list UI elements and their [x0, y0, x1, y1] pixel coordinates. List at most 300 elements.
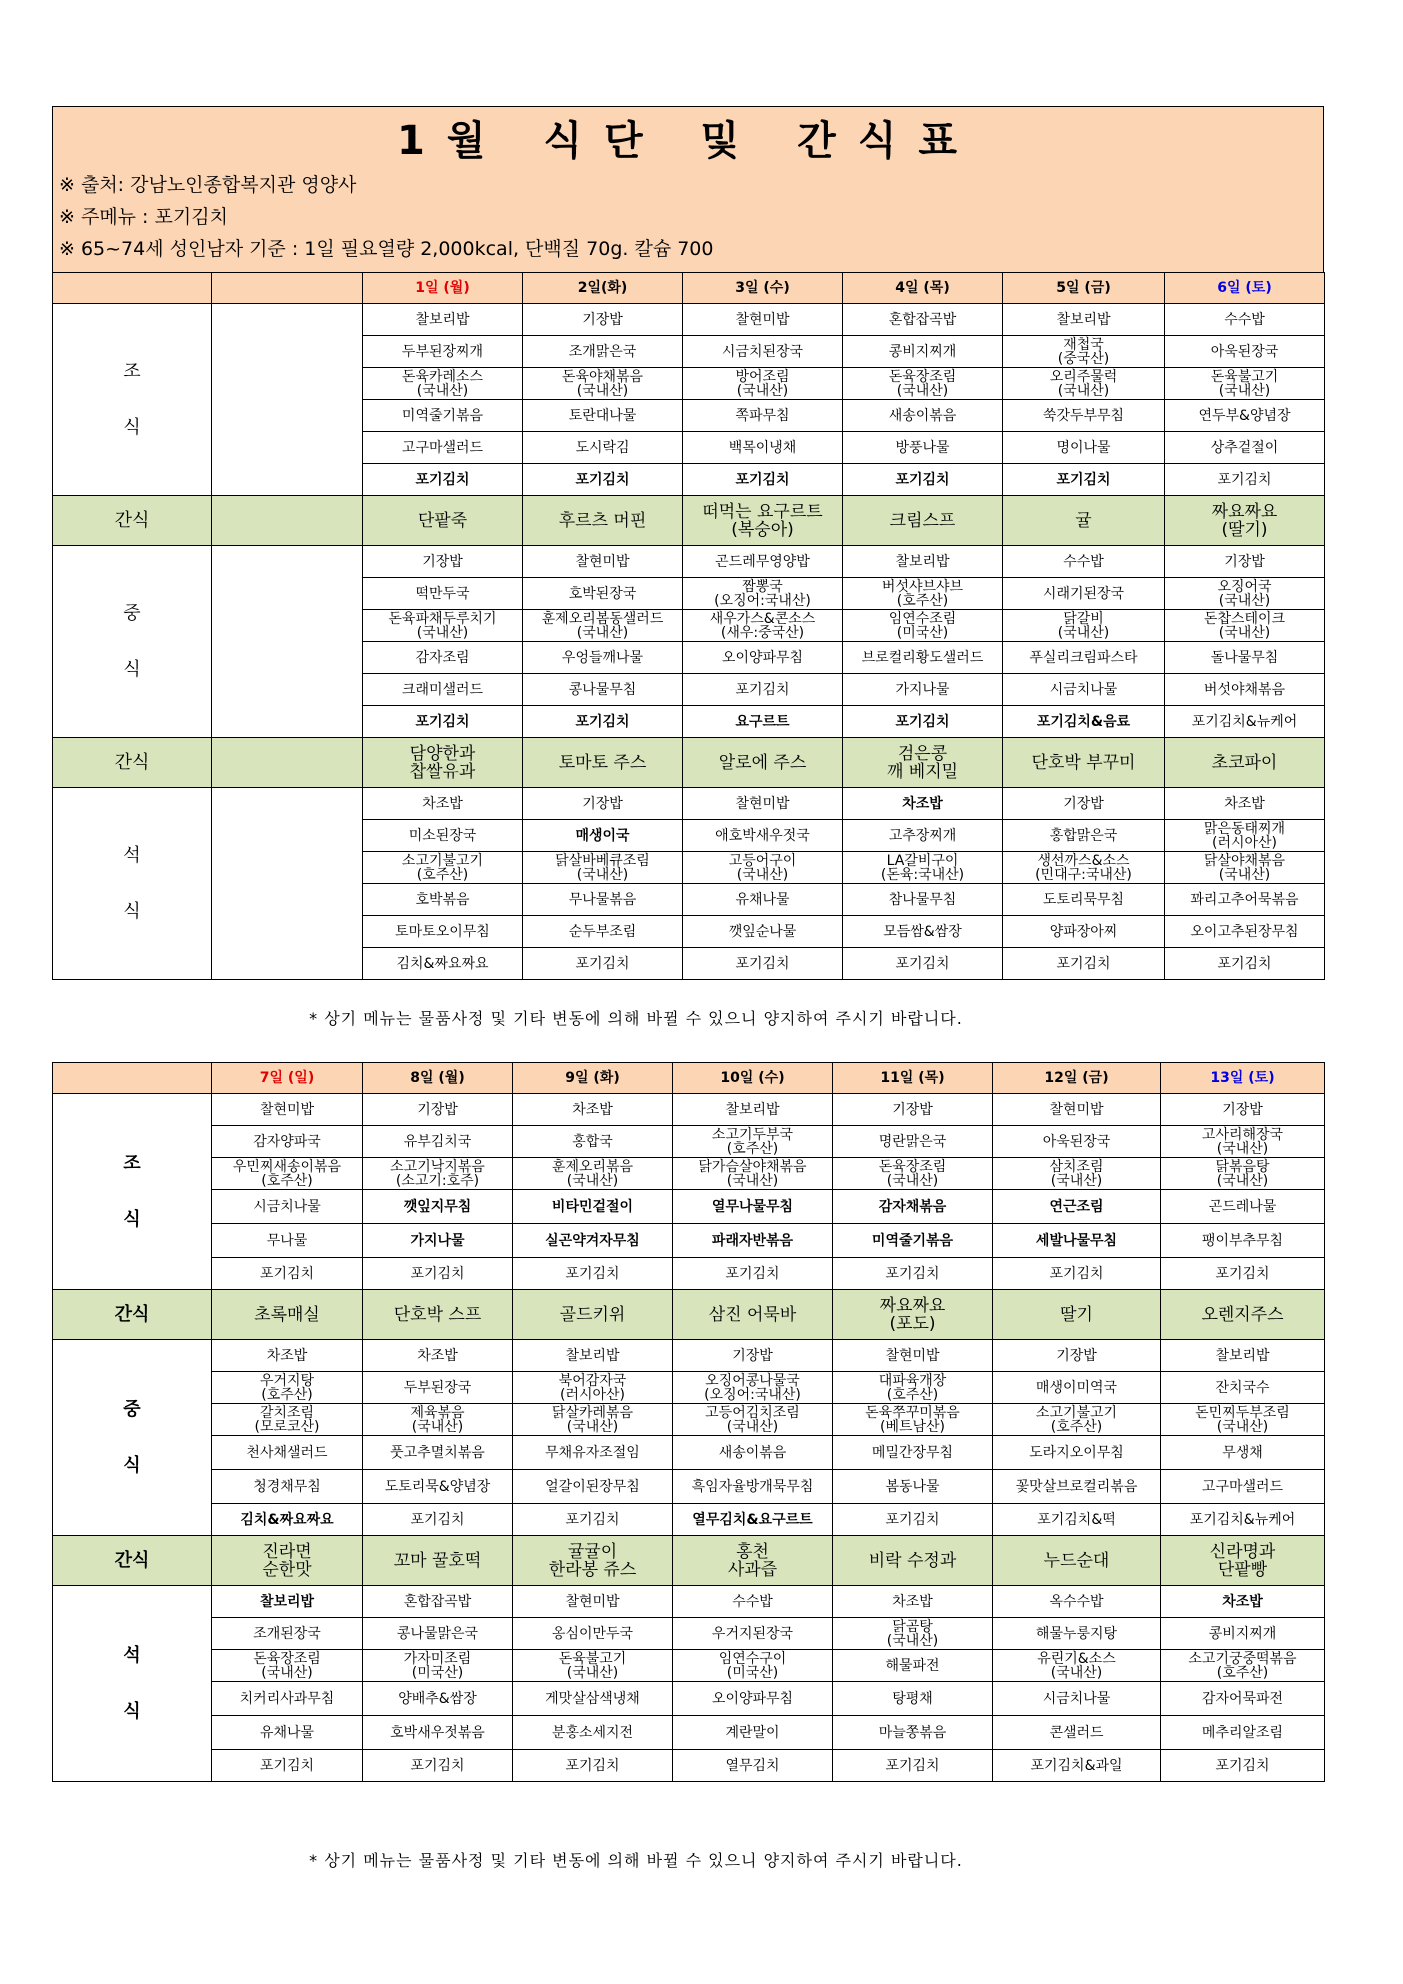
- snack-item: 토마토 주스: [523, 738, 683, 788]
- menu-item: 기장밥: [833, 1094, 993, 1126]
- menu-row: [53, 1372, 1325, 1404]
- menu-item: 우거지된장국: [673, 1618, 833, 1650]
- menu-item: 차조밥: [1165, 788, 1325, 820]
- info-main-menu: ※ 주메뉴 : 포기김치: [59, 206, 228, 228]
- snack-item: 짜요짜요 (딸기): [1165, 496, 1325, 546]
- menu-item: 순두부조림: [523, 916, 683, 948]
- menu-item: 고사리해장국 (국내산): [1161, 1126, 1325, 1158]
- menu-item: 두부된장국: [363, 1372, 513, 1404]
- week1-menu-table: [52, 272, 1325, 980]
- day-header: 5일 (금): [1003, 273, 1165, 304]
- menu-item: 포기김치: [833, 1504, 993, 1536]
- menu-item: 계란말이: [673, 1716, 833, 1750]
- menu-item: 시래기된장국: [1003, 578, 1165, 610]
- menu-item: 돈육파채두루치기 (국내산): [363, 610, 523, 642]
- menu-item: 임연수구이 (미국산): [673, 1650, 833, 1682]
- snack-item: 초록매실: [212, 1290, 363, 1340]
- menu-item: 우엉들깨나물: [523, 642, 683, 674]
- change-notice: * 상기 메뉴는 물품사정 및 기타 변동에 의해 바뀔 수 있으니 양지하여 주시기 바랍니다.: [309, 1009, 963, 1028]
- menu-item: 포기김치: [1165, 464, 1325, 496]
- menu-item: 오리주물럭 (국내산): [1003, 368, 1165, 400]
- snack-item: 딸기: [993, 1290, 1161, 1340]
- menu-item: 무나물: [212, 1224, 363, 1258]
- menu-item: 연근조림: [993, 1190, 1161, 1224]
- menu-item: 가지나물: [843, 674, 1003, 706]
- menu-item: 파래자반볶음: [673, 1224, 833, 1258]
- snack-blank: [212, 738, 363, 788]
- menu-item: 마늘쫑볶음: [833, 1716, 993, 1750]
- menu-item: 차조밥: [833, 1586, 993, 1618]
- menu-item: 포기김치: [833, 1750, 993, 1782]
- snack-item: 꼬마 꿀호떡: [363, 1536, 513, 1586]
- menu-item: 기장밥: [523, 788, 683, 820]
- menu-item: 찰현미밥: [683, 788, 843, 820]
- menu-item: 북어감자국 (러시아산): [513, 1372, 673, 1404]
- snack-item: 귤: [1003, 496, 1165, 546]
- menu-item: 포기김치: [1003, 948, 1165, 980]
- menu-item: 곤드레나물: [1161, 1190, 1325, 1224]
- dinner-label-char: 석: [123, 844, 141, 866]
- menu-row: [53, 1224, 1325, 1258]
- snack-label: 간식: [53, 496, 212, 546]
- menu-item: 갈치조림 (모로코산): [212, 1404, 363, 1436]
- menu-item: 찰보리밥: [843, 546, 1003, 578]
- menu-item: 포기김치: [513, 1750, 673, 1782]
- menu-item: 맑은동태찌개 (러시아산): [1165, 820, 1325, 852]
- menu-item: 해물파전: [833, 1650, 993, 1682]
- snack-item: 초코파이: [1165, 738, 1325, 788]
- menu-item: 감자양파국: [212, 1126, 363, 1158]
- lunch-label-char: 중: [123, 1398, 141, 1420]
- breakfast-label-char: 조: [123, 360, 141, 382]
- breakfast-label: [53, 1094, 212, 1290]
- menu-item: 가자미조림 (미국산): [363, 1650, 513, 1682]
- menu-row: [53, 1190, 1325, 1224]
- snack-row: [53, 496, 1325, 546]
- menu-item: 쑥갓두부무침: [1003, 400, 1165, 432]
- menu-item: 포기김치: [683, 674, 843, 706]
- menu-item: 포기김치: [1161, 1258, 1325, 1290]
- menu-item: 포기김치: [363, 1258, 513, 1290]
- blank-column: [212, 304, 363, 496]
- lunch-label-char: 식: [123, 658, 141, 680]
- menu-item: 유채나물: [212, 1716, 363, 1750]
- menu-item: 토란대나물: [523, 400, 683, 432]
- menu-row: [53, 1650, 1325, 1682]
- menu-item: 방어조림 (국내산): [683, 368, 843, 400]
- menu-item: 재첩국 (중국산): [1003, 336, 1165, 368]
- snack-row: [53, 738, 1325, 788]
- menu-item: 수수밥: [1165, 304, 1325, 336]
- menu-item: 깻잎순나물: [683, 916, 843, 948]
- menu-item: 천사채샐러드: [212, 1436, 363, 1470]
- menu-item: 조개된장국: [212, 1618, 363, 1650]
- day-header: 12일 (금): [993, 1063, 1161, 1094]
- menu-item: 훈제오리봄동샐러드 (국내산): [523, 610, 683, 642]
- menu-item: 홍합맑은국: [1003, 820, 1165, 852]
- menu-item: 감자어묵파전: [1161, 1682, 1325, 1716]
- menu-item: 차조밥: [363, 1340, 513, 1372]
- header-blank: [53, 1063, 212, 1094]
- header-blank: [212, 273, 363, 304]
- menu-item: 닭살카레볶음 (국내산): [513, 1404, 673, 1436]
- menu-item: 콩비지찌개: [1161, 1618, 1325, 1650]
- menu-row: [53, 1158, 1325, 1190]
- day-header: 3일 (수): [683, 273, 843, 304]
- menu-item: 돈육쭈꾸미볶음 (베트남산): [833, 1404, 993, 1436]
- menu-item: 오이양파무침: [673, 1682, 833, 1716]
- menu-item: 요구르트: [683, 706, 843, 738]
- menu-item: 우민찌새송이볶음 (호주산): [212, 1158, 363, 1190]
- menu-item: 버섯샤브샤브 (호주산): [843, 578, 1003, 610]
- menu-item: 버섯야채볶음: [1165, 674, 1325, 706]
- menu-row: [53, 1404, 1325, 1436]
- menu-item: 삼치조림 (국내산): [993, 1158, 1161, 1190]
- menu-item: 메밀간장무침: [833, 1436, 993, 1470]
- menu-row: [53, 1504, 1325, 1536]
- menu-item: 양파장아찌: [1003, 916, 1165, 948]
- info-nutrition-standard: ※ 65~74세 성인남자 기준 : 1일 필요열량 2,000kcal, 단백질 70g. 칼슘 700: [59, 238, 714, 260]
- menu-item: 방풍나물: [843, 432, 1003, 464]
- menu-item: 돈육불고기 (국내산): [1165, 368, 1325, 400]
- menu-item: 홍합국: [513, 1126, 673, 1158]
- menu-item: LA갈비구이 (돈육:국내산): [843, 852, 1003, 884]
- menu-item: 기장밥: [673, 1340, 833, 1372]
- menu-item: 찰보리밥: [363, 304, 523, 336]
- menu-item: 도토리묵&양념장: [363, 1470, 513, 1504]
- menu-item: 기장밥: [993, 1340, 1161, 1372]
- menu-item: 크래미샐러드: [363, 674, 523, 706]
- day-header-row: [53, 273, 1325, 304]
- menu-item: 옹심이만두국: [513, 1618, 673, 1650]
- day-header: 13일 (토): [1161, 1063, 1325, 1094]
- menu-item: 포기김치: [363, 1750, 513, 1782]
- menu-item: 떡만두국: [363, 578, 523, 610]
- breakfast-label-char: 조: [123, 1152, 141, 1174]
- menu-item: 꽈리고추어묵볶음: [1165, 884, 1325, 916]
- menu-item: 기장밥: [1165, 546, 1325, 578]
- menu-item: 고구마샐러드: [1161, 1470, 1325, 1504]
- menu-item: 포기김치: [1165, 948, 1325, 980]
- week2-menu-sheet: [52, 1062, 1324, 1782]
- menu-item: 모듬쌈&쌈장: [843, 916, 1003, 948]
- menu-item: 기장밥: [363, 1094, 513, 1126]
- menu-item: 도라지오이무침: [993, 1436, 1161, 1470]
- snack-item: 크림스프: [843, 496, 1003, 546]
- menu-row: [53, 788, 1325, 820]
- menu-item: 새송이볶음: [673, 1436, 833, 1470]
- menu-item: 돌나물무침: [1165, 642, 1325, 674]
- menu-row: [53, 1618, 1325, 1650]
- menu-item: 수수밥: [1003, 546, 1165, 578]
- menu-item: 가지나물: [363, 1224, 513, 1258]
- menu-item: 새우가스&콘소스 (새우:중국산): [683, 610, 843, 642]
- menu-row: [53, 1436, 1325, 1470]
- menu-item: 돈육장조림 (국내산): [833, 1158, 993, 1190]
- menu-item: 포기김치: [363, 1504, 513, 1536]
- menu-item: 찰보리밥: [673, 1094, 833, 1126]
- day-header: 10일 (수): [673, 1063, 833, 1094]
- menu-item: 포기김치&음료: [1003, 706, 1165, 738]
- menu-item: 미역줄기볶음: [833, 1224, 993, 1258]
- snack-blank: [212, 496, 363, 546]
- menu-item: 깻잎지무침: [363, 1190, 513, 1224]
- menu-item: 기장밥: [363, 546, 523, 578]
- menu-item: 돈육장조림 (국내산): [843, 368, 1003, 400]
- menu-item: 애호박새우젓국: [683, 820, 843, 852]
- menu-item: 브로컬리황도샐러드: [843, 642, 1003, 674]
- snack-item: 후르츠 머핀: [523, 496, 683, 546]
- menu-item: 쪽파무침: [683, 400, 843, 432]
- menu-item: 기장밥: [523, 304, 683, 336]
- menu-item: 고등어구이 (국내산): [683, 852, 843, 884]
- menu-item: 닭살야채볶음 (국내산): [1165, 852, 1325, 884]
- menu-item: 포기김치: [843, 706, 1003, 738]
- menu-item: 김치&짜요짜요: [212, 1504, 363, 1536]
- menu-row: [53, 1682, 1325, 1716]
- menu-item: 차조밥: [513, 1094, 673, 1126]
- menu-item: 찰보리밥: [212, 1586, 363, 1618]
- menu-item: 기장밥: [1161, 1094, 1325, 1126]
- menu-item: 시금치나물: [212, 1190, 363, 1224]
- menu-item: 무채유자조절임: [513, 1436, 673, 1470]
- menu-item: 고추장찌개: [843, 820, 1003, 852]
- menu-item: 도토리묵무침: [1003, 884, 1165, 916]
- menu-item: 돈육불고기 (국내산): [513, 1650, 673, 1682]
- menu-item: 찰보리밥: [513, 1340, 673, 1372]
- snack-item: 귤귤이 한라봉 쥬스: [513, 1536, 673, 1586]
- menu-item: 포기김치: [523, 464, 683, 496]
- snack-label: 간식: [53, 738, 212, 788]
- snack-item: 홍천 사과즙: [673, 1536, 833, 1586]
- snack-item: 단호박 부꾸미: [1003, 738, 1165, 788]
- day-header: 8일 (월): [363, 1063, 513, 1094]
- menu-item: 열무나물무침: [673, 1190, 833, 1224]
- menu-item: 호박된장국: [523, 578, 683, 610]
- menu-item: 상추겉절이: [1165, 432, 1325, 464]
- lunch-label: [53, 546, 212, 738]
- breakfast-label-char: 식: [123, 1208, 141, 1230]
- menu-item: 대파육개장 (호주산): [833, 1372, 993, 1404]
- menu-header: [52, 106, 1324, 272]
- menu-item: 혼합잡곡밥: [363, 1586, 513, 1618]
- menu-item: 콩나물무침: [523, 674, 683, 706]
- snack-item: 오렌지주스: [1161, 1290, 1325, 1340]
- menu-item: 양배추&쌈장: [363, 1682, 513, 1716]
- menu-item: 닭볶음탕 (국내산): [1161, 1158, 1325, 1190]
- menu-item: 아욱된장국: [1165, 336, 1325, 368]
- menu-item: 연두부&양념장: [1165, 400, 1325, 432]
- menu-item: 게맛살삼색냉채: [513, 1682, 673, 1716]
- menu-item: 무생채: [1161, 1436, 1325, 1470]
- menu-item: 오징어국 (국내산): [1165, 578, 1325, 610]
- menu-item: 포기김치&뉴케어: [1165, 706, 1325, 738]
- menu-item: 잔치국수: [1161, 1372, 1325, 1404]
- day-header-row: [53, 1063, 1325, 1094]
- menu-row: [53, 1126, 1325, 1158]
- menu-item: 세발나물무침: [993, 1224, 1161, 1258]
- menu-item: 포기김치: [513, 1258, 673, 1290]
- menu-item: 콩비지찌개: [843, 336, 1003, 368]
- menu-row: [53, 1340, 1325, 1372]
- menu-row: [53, 1094, 1325, 1126]
- snack-item: 골드키위: [513, 1290, 673, 1340]
- menu-item: 참나물무침: [843, 884, 1003, 916]
- menu-item: 콩나물맑은국: [363, 1618, 513, 1650]
- menu-item: 김치&짜요짜요: [363, 948, 523, 980]
- menu-item: 소고기불고기 (호주산): [363, 852, 523, 884]
- dinner-label: [53, 1586, 212, 1782]
- menu-item: 포기김치&과일: [993, 1750, 1161, 1782]
- menu-item: 호박새우젓볶음: [363, 1716, 513, 1750]
- menu-item: 훈제오리볶음 (국내산): [513, 1158, 673, 1190]
- menu-item: 포기김치: [363, 464, 523, 496]
- snack-item: 담양한과 찹쌀유과: [363, 738, 523, 788]
- menu-item: 포기김치: [843, 948, 1003, 980]
- menu-row: [53, 1750, 1325, 1782]
- menu-row: [53, 546, 1325, 578]
- menu-item: 돈육카레소스 (국내산): [363, 368, 523, 400]
- menu-item: 열무김치: [673, 1750, 833, 1782]
- snack-row: [53, 1290, 1325, 1340]
- menu-item: 고구마샐러드: [363, 432, 523, 464]
- menu-item: 소고기불고기 (호주산): [993, 1404, 1161, 1436]
- day-header: 6일 (토): [1165, 273, 1325, 304]
- menu-item: 찰현미밥: [523, 546, 683, 578]
- menu-item: 생선까스&소스 (민대구:국내산): [1003, 852, 1165, 884]
- menu-item: 시금치나물: [1003, 674, 1165, 706]
- menu-item: 닭살바베큐조림 (국내산): [523, 852, 683, 884]
- snack-row: [53, 1536, 1325, 1586]
- menu-item: 찰현미밥: [513, 1586, 673, 1618]
- menu-item: 찰보리밥: [1161, 1340, 1325, 1372]
- menu-item: 조개맑은국: [523, 336, 683, 368]
- menu-item: 옥수수밥: [993, 1586, 1161, 1618]
- menu-item: 돈육장조림 (국내산): [212, 1650, 363, 1682]
- snack-item: 단호박 스프: [363, 1290, 513, 1340]
- menu-item: 호박볶음: [363, 884, 523, 916]
- menu-item: 탕평채: [833, 1682, 993, 1716]
- menu-row: [53, 1470, 1325, 1504]
- menu-item: 포기김치: [1003, 464, 1165, 496]
- menu-item: 토마토오이무침: [363, 916, 523, 948]
- day-header: 1일 (월): [363, 273, 523, 304]
- menu-item: 유채나물: [683, 884, 843, 916]
- menu-item: 포기김치: [212, 1258, 363, 1290]
- menu-item: 유부김치국: [363, 1126, 513, 1158]
- menu-item: 닭곰탕 (국내산): [833, 1618, 993, 1650]
- menu-item: 꽃맛살브로컬리볶음: [993, 1470, 1161, 1504]
- menu-item: 분홍소세지전: [513, 1716, 673, 1750]
- menu-item: 시금치나물: [993, 1682, 1161, 1716]
- menu-item: 봄동나물: [833, 1470, 993, 1504]
- menu-item: 제육볶음 (국내산): [363, 1404, 513, 1436]
- breakfast-label: [53, 304, 212, 496]
- day-header: 4일 (목): [843, 273, 1003, 304]
- snack-item: 신라명과 단팥빵: [1161, 1536, 1325, 1586]
- breakfast-label-char: 식: [123, 416, 141, 438]
- snack-item: 떠먹는 요구르트 (복숭아): [683, 496, 843, 546]
- dinner-label-char: 식: [123, 1700, 141, 1722]
- menu-item: 명이나물: [1003, 432, 1165, 464]
- menu-item: 백목이냉채: [683, 432, 843, 464]
- menu-item: 차조밥: [843, 788, 1003, 820]
- menu-item: 포기김치: [363, 706, 523, 738]
- snack-item: 단팥죽: [363, 496, 523, 546]
- menu-item: 찰보리밥: [1003, 304, 1165, 336]
- menu-item: 돈육야채볶음 (국내산): [523, 368, 683, 400]
- menu-item: 포기김치&떡: [993, 1504, 1161, 1536]
- menu-item: 차조밥: [212, 1340, 363, 1372]
- menu-item: 수수밥: [673, 1586, 833, 1618]
- day-header: 11일 (목): [833, 1063, 993, 1094]
- menu-row: [53, 304, 1325, 336]
- menu-item: 차조밥: [1161, 1586, 1325, 1618]
- snack-item: 누드순대: [993, 1536, 1161, 1586]
- menu-item: 임연수조림 (미국산): [843, 610, 1003, 642]
- change-notice-bottom: * 상기 메뉴는 물품사정 및 기타 변동에 의해 바뀔 수 있으니 양지하여 주시기 바랍니다.: [309, 1851, 963, 1870]
- day-header: 7일 (일): [212, 1063, 363, 1094]
- menu-item: 포기김치: [513, 1504, 673, 1536]
- menu-item: 포기김치: [683, 464, 843, 496]
- menu-item: 포기김치: [1161, 1750, 1325, 1782]
- menu-item: 얼갈이된장무침: [513, 1470, 673, 1504]
- snack-label: 간식: [53, 1290, 212, 1340]
- menu-item: 소고기낙지볶음 (소고기:호주): [363, 1158, 513, 1190]
- snack-item: 알로에 주스: [683, 738, 843, 788]
- page-title: 1월 식단 및 간식표: [396, 118, 980, 164]
- dinner-label-char: 석: [123, 1644, 141, 1666]
- menu-item: 해물누룽지탕: [993, 1618, 1161, 1650]
- snack-item: 비락 수정과: [833, 1536, 993, 1586]
- day-header: 9일 (화): [513, 1063, 673, 1094]
- menu-item: 유린기&소스 (국내산): [993, 1650, 1161, 1682]
- menu-item: 오징어콩나물국 (오징어:국내산): [673, 1372, 833, 1404]
- menu-item: 팽이부추무침: [1161, 1224, 1325, 1258]
- menu-item: 새송이볶음: [843, 400, 1003, 432]
- menu-item: 두부된장찌개: [363, 336, 523, 368]
- menu-item: 기장밥: [1003, 788, 1165, 820]
- header-blank: [53, 273, 212, 304]
- menu-row: [53, 1716, 1325, 1750]
- menu-item: 우거지탕 (호주산): [212, 1372, 363, 1404]
- menu-item: 포기김치: [212, 1750, 363, 1782]
- menu-item: 찰현미밥: [833, 1340, 993, 1372]
- menu-item: 곤드레무영양밥: [683, 546, 843, 578]
- menu-item: 혼합잡곡밥: [843, 304, 1003, 336]
- menu-item: 감자조림: [363, 642, 523, 674]
- menu-item: 돈민찌두부조림 (국내산): [1161, 1404, 1325, 1436]
- menu-item: 치커리사과무침: [212, 1682, 363, 1716]
- info-source: ※ 출처: 강남노인종합복지관 영양사: [59, 174, 357, 196]
- menu-item: 돈찹스테이크 (국내산): [1165, 610, 1325, 642]
- menu-item: 아욱된장국: [993, 1126, 1161, 1158]
- day-header: 2일(화): [523, 273, 683, 304]
- menu-item: 찰현미밥: [993, 1094, 1161, 1126]
- snack-label: 간식: [53, 1536, 212, 1586]
- blank-column: [212, 546, 363, 738]
- menu-item: 포기김치: [683, 948, 843, 980]
- menu-item: 포기김치: [843, 464, 1003, 496]
- menu-item: 풋고추멸치볶음: [363, 1436, 513, 1470]
- menu-item: 청경채무침: [212, 1470, 363, 1504]
- menu-row: [53, 1586, 1325, 1618]
- dinner-label-char: 식: [123, 900, 141, 922]
- menu-item: 닭가슴살야채볶음 (국내산): [673, 1158, 833, 1190]
- menu-item: 미역줄기볶음: [363, 400, 523, 432]
- menu-item: 푸실리크림파스타: [1003, 642, 1165, 674]
- menu-item: 차조밥: [363, 788, 523, 820]
